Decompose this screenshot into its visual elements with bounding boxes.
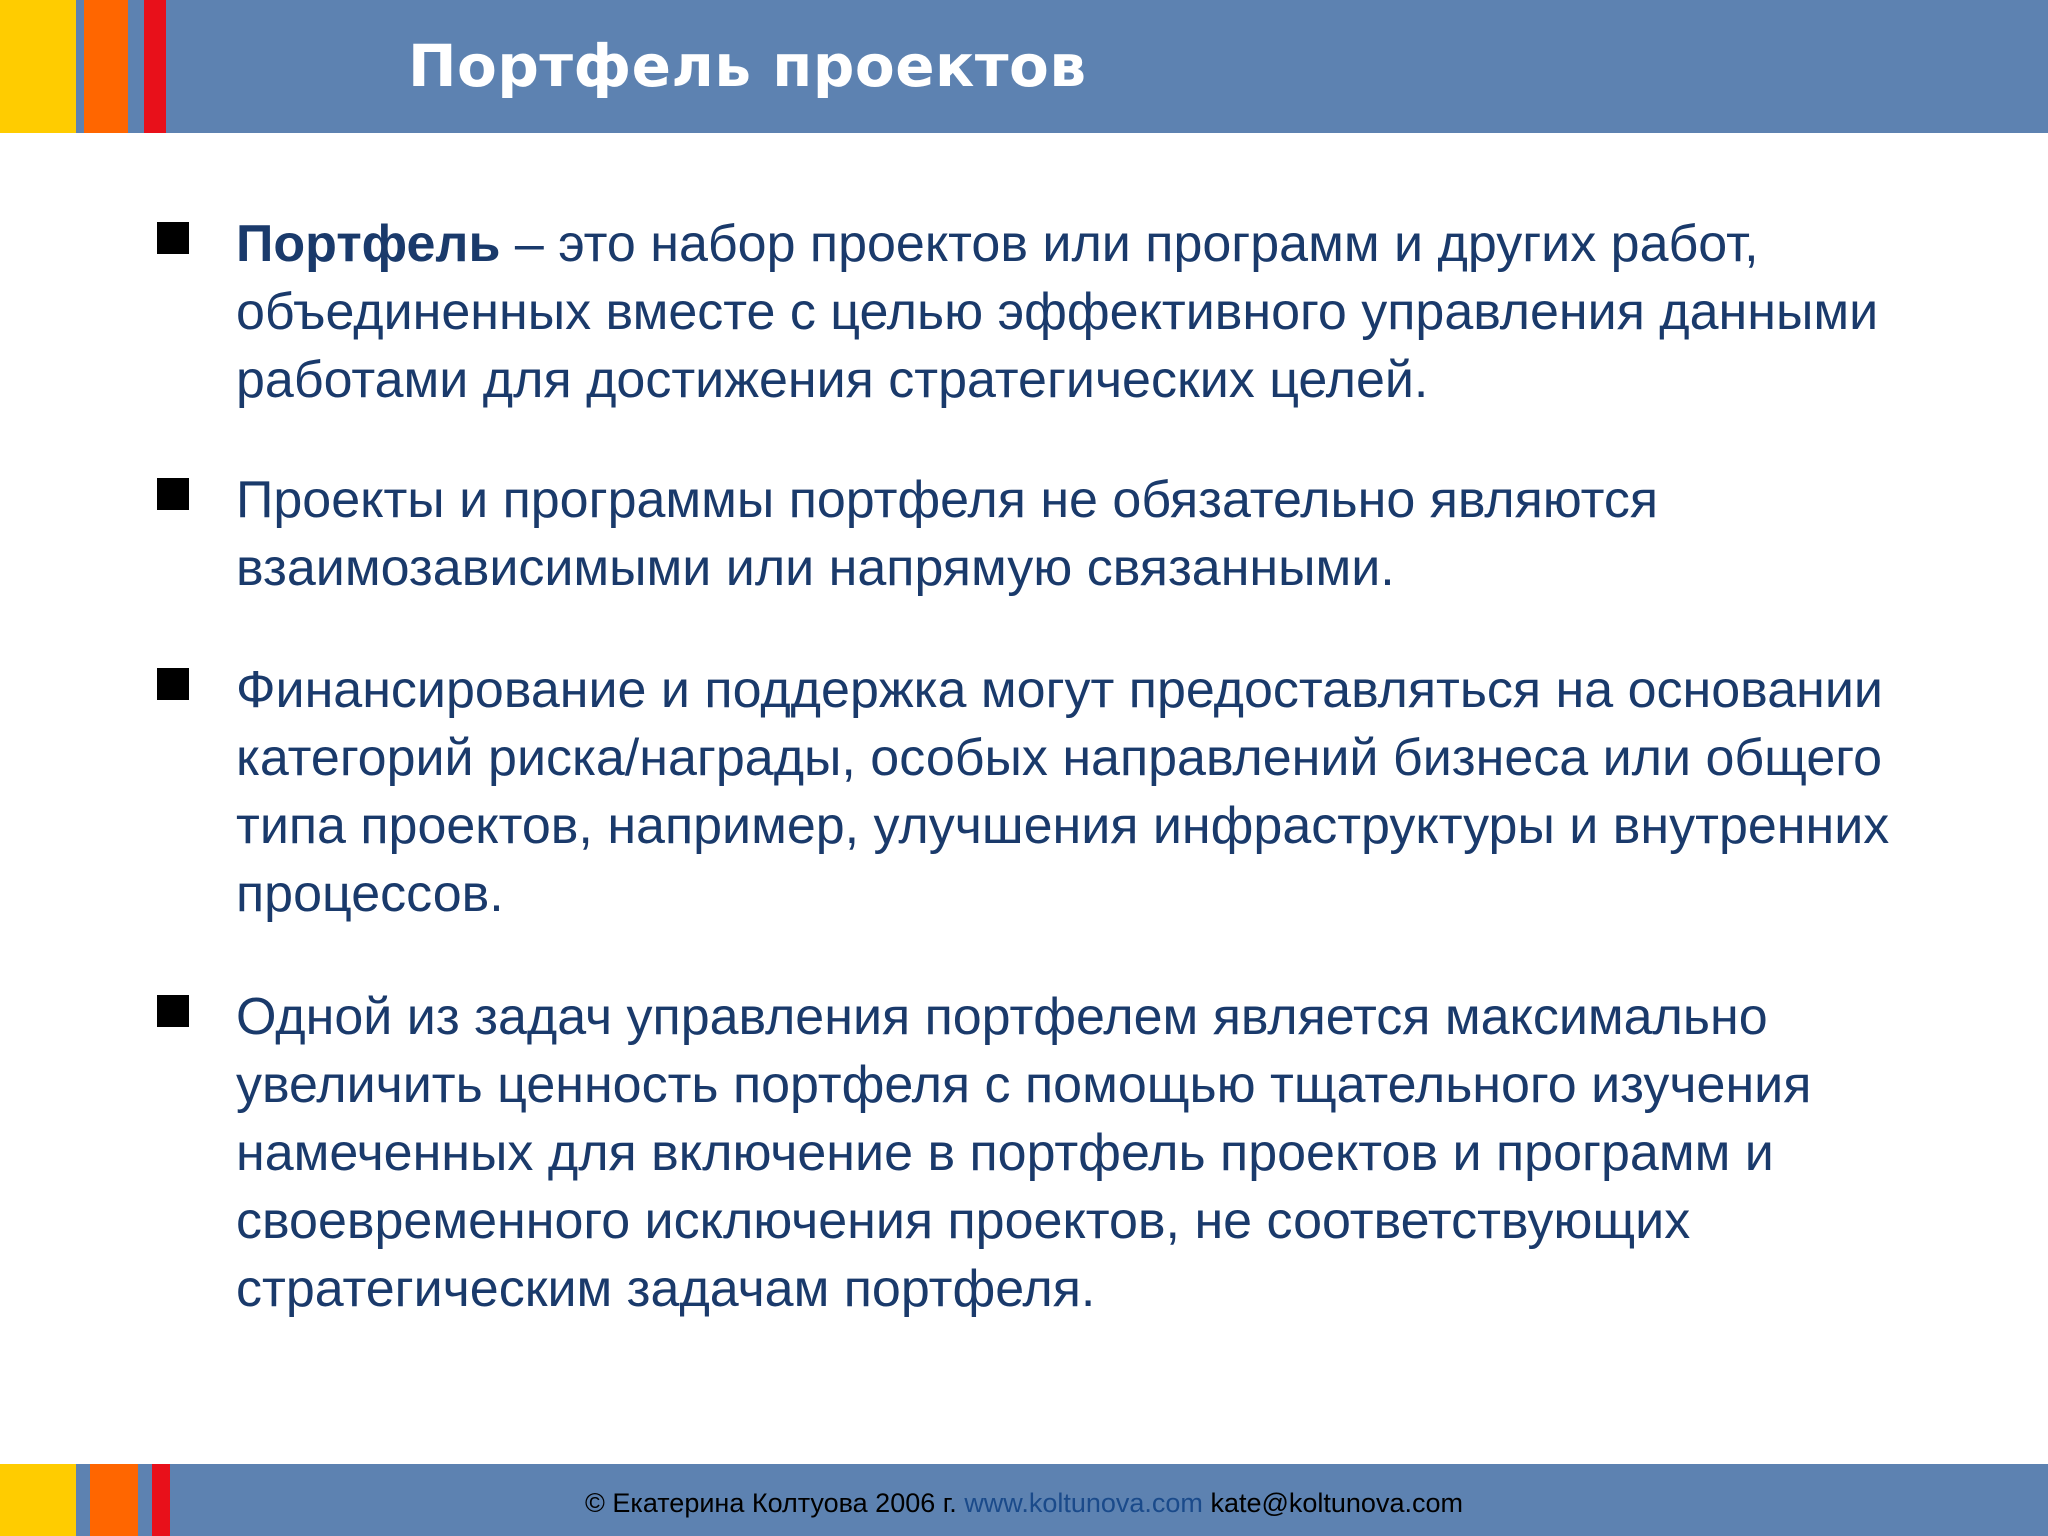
footer-email[interactable]: kate@koltunova.com [1210,1488,1463,1518]
bullet-text [236,466,1996,602]
bullet-body: Финансирование и поддержка могут предоставляться на основании категорий риска/награды, особых направлений бизнеса или общего типа проектов, например, улучшения инфраструктуры и внутренних процессов. [236,661,1890,923]
bullet-body: Проекты и программы портфеля не обязательно являются взаимозависимыми или напрямую связанными. [236,471,1659,597]
bullet-square-icon [157,222,189,254]
bullet-text [236,656,1996,928]
footer-website-link[interactable]: www.koltunova.com [964,1488,1203,1518]
bullet-body: – это набор проектов или программ и других работ, объединенных вместе с целью эффективного управления данными работами для достижения стратегических целей. [236,215,1879,409]
bullet-term: Портфель [236,215,501,273]
footer-band [0,1464,2048,1536]
bullet-square-icon [157,668,189,700]
bullet-text [236,983,1996,1323]
footer-text [0,1464,2048,1536]
footer-copyright: © Екатерина Колтуова 2006 г. [585,1488,957,1518]
bullet-square-icon [157,995,189,1027]
bullet-body: Одной из задач управления портфелем является максимально увеличить ценность портфеля с помощью тщательного изучения намеченных для включение в портфель проектов и программ и своевременного исключения проектов, не соответствующих стратегическим задачам портфеля. [236,988,1812,1318]
bullet-text [236,210,1996,414]
slide-title: Портфель проектов [408,32,1087,100]
bullet-square-icon [157,478,189,510]
